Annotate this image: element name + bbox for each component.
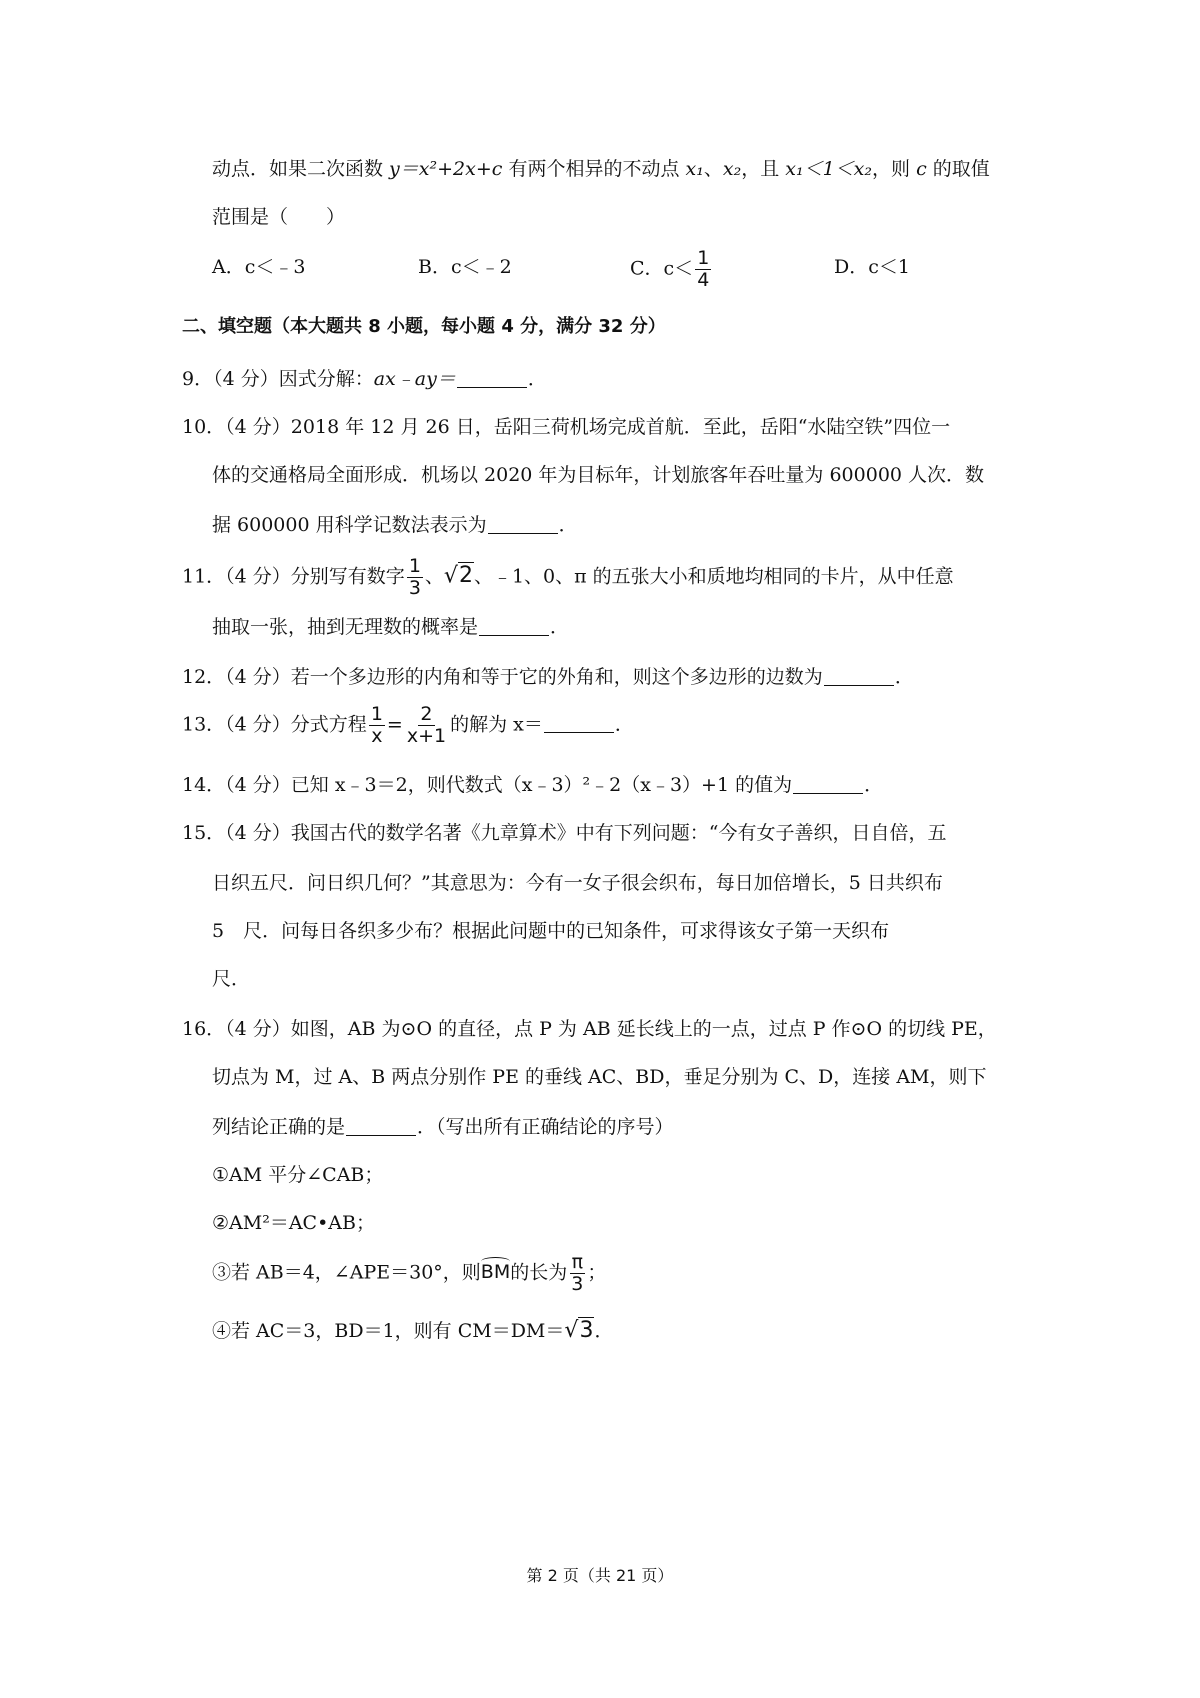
q16-text: 的长为 bbox=[510, 1261, 568, 1284]
q16-sqrt bbox=[564, 1317, 594, 1343]
q8-option-c-fraction bbox=[695, 248, 711, 291]
q11-separator: 、 bbox=[424, 565, 444, 588]
page-footer: 第 2 页（共 21 页） bbox=[526, 1566, 674, 1585]
q14-text: 14．（4 分）已知 x﹣3＝2，则代数式（x﹣3）²﹣2（x﹣3）+1 的值为 bbox=[182, 774, 793, 796]
q9 bbox=[182, 368, 547, 389]
sqrt-icon: √ bbox=[564, 1318, 579, 1343]
q8-option-a: A．c＜﹣3 bbox=[212, 256, 306, 278]
sqrt-radicand: 2 bbox=[458, 563, 473, 589]
q16-conclusion-2: ②AM²＝AC•AB； bbox=[212, 1212, 375, 1234]
q8-var-x2: x₂ bbox=[722, 158, 742, 180]
q8-text: 有两个相异的不动点 bbox=[502, 158, 686, 180]
q16-line-3 bbox=[212, 1116, 674, 1137]
q8-line-2: 范围是（ ） bbox=[212, 206, 346, 228]
q14 bbox=[182, 774, 883, 795]
q13 bbox=[182, 704, 634, 747]
q13-equals: = bbox=[386, 713, 403, 736]
answer-blank bbox=[488, 514, 558, 534]
q11-end: ． bbox=[550, 616, 570, 638]
answer-blank bbox=[824, 666, 894, 686]
q15-line-3: 5 尺．问每日各织多少布？根据此问题中的已知条件，可求得该女子第一天织布 bbox=[212, 920, 890, 942]
q16-text: 列结论正确的是 bbox=[212, 1116, 346, 1138]
q8-text: 、 bbox=[703, 158, 723, 180]
q8-text: ，则 bbox=[872, 158, 917, 180]
fraction-denominator: 3 bbox=[571, 1272, 584, 1295]
q15-line-1: 15．（4 分）我国古代的数学名著《九章算术》中有下列问题：“今有女子善织，日自倍，五 bbox=[182, 822, 947, 844]
q10-line-3 bbox=[212, 514, 578, 535]
sqrt-icon: √ bbox=[443, 563, 458, 589]
q13-text: 的解为 x＝ bbox=[450, 713, 543, 736]
q8-equation: y＝x²+2x+c bbox=[389, 158, 503, 180]
q8-text: 的取值 bbox=[926, 158, 990, 180]
q11-line-2 bbox=[212, 616, 569, 637]
q8-option-d: D．c＜1 bbox=[834, 256, 910, 278]
q16-text: ．（写出所有正确结论的序号） bbox=[417, 1116, 674, 1138]
q16-text: ； bbox=[587, 1261, 607, 1284]
q13-fraction-left bbox=[369, 704, 385, 747]
q8-text: 动点．如果二次函数 bbox=[212, 158, 390, 180]
q10-line-1: 10．（4 分）2018 年 12 月 26 日，岳阳三荷机场完成首航．至此，岳阳“水陆空铁”四位一 bbox=[182, 416, 951, 438]
sqrt-radicand: 3 bbox=[579, 1318, 594, 1343]
arc-bm: BM bbox=[480, 1261, 511, 1284]
q16-line-1: 16．（4 分）如图，AB 为⊙O 的直径，点 P 为 AB 延长线上的一点，过点 P 作⊙O 的切线 PE， bbox=[182, 1018, 997, 1040]
fraction-denominator: 3 bbox=[408, 576, 421, 599]
q16-conclusion-1: ①AM 平分∠CAB； bbox=[212, 1164, 384, 1186]
q11-text: 抽取一张，抽到无理数的概率是 bbox=[212, 616, 479, 638]
q16-text: ③若 AB＝4，∠APE＝30°，则 bbox=[212, 1261, 481, 1284]
answer-blank bbox=[457, 368, 527, 388]
q12-text: 12．（4 分）若一个多边形的内角和等于它的外角和，则这个多边形的边数为 bbox=[182, 666, 823, 688]
q14-end: ． bbox=[864, 774, 884, 796]
fraction-numerator: 1 bbox=[697, 247, 710, 269]
q13-end: ． bbox=[614, 713, 634, 736]
q12-end: ． bbox=[894, 666, 914, 688]
fraction-numerator: 1 bbox=[370, 703, 383, 725]
q13-fraction-right bbox=[405, 704, 448, 747]
q9-expression: ax﹣ay＝ bbox=[373, 368, 456, 390]
fraction-denominator: x+1 bbox=[406, 724, 447, 747]
q8-var-x1: x₁ bbox=[685, 158, 704, 180]
q16-fraction bbox=[569, 1252, 585, 1295]
q10-text: 据 600000 用科学记数法表示为 bbox=[212, 514, 487, 536]
q13-text: 13．（4 分）分式方程 bbox=[182, 713, 367, 736]
answer-blank bbox=[544, 713, 614, 733]
q8-option-c bbox=[630, 248, 713, 291]
q8-var-c: c bbox=[916, 158, 927, 180]
q9-text: 9．（4 分）因式分解： bbox=[182, 368, 374, 390]
answer-blank bbox=[793, 774, 863, 794]
fraction-denominator: x bbox=[371, 724, 383, 747]
q11-sqrt bbox=[444, 562, 474, 588]
q11-text: 、﹣1、0、π 的五张大小和质地均相同的卡片，从中任意 bbox=[473, 565, 954, 588]
q8-option-b: B．c＜﹣2 bbox=[418, 256, 512, 278]
fraction-denominator: 4 bbox=[697, 268, 710, 291]
fraction-numerator: 2 bbox=[420, 703, 433, 725]
q16-conclusion-3 bbox=[212, 1252, 606, 1295]
q15-line-2: 日织五尺．问日织几何？”其意思为：今有一女子很会织布，每日加倍增长，5 日共织布 bbox=[212, 872, 943, 894]
q11-line-1 bbox=[182, 556, 954, 599]
answer-blank bbox=[346, 1116, 416, 1136]
section-title: 二、填空题（本大题共 8 小题，每小题 4 分，满分 32 分） bbox=[182, 316, 666, 337]
q15-line-4: 尺． bbox=[212, 968, 251, 990]
q8-option-c-label: C．c＜ bbox=[630, 257, 694, 280]
q12 bbox=[182, 666, 914, 687]
q16-text: ． bbox=[594, 1320, 614, 1342]
answer-blank bbox=[479, 616, 549, 636]
q16-conclusion-4 bbox=[212, 1320, 613, 1342]
q8-text: ，且 bbox=[741, 158, 786, 180]
q8-condition: x₁＜1＜x₂ bbox=[785, 158, 873, 180]
q16-text: ④若 AC＝3，BD＝1，则有 CM＝DM＝ bbox=[212, 1320, 565, 1342]
fraction-numerator: π bbox=[571, 1251, 584, 1273]
q10-line-2: 体的交通格局全面形成．机场以 2020 年为目标年，计划旅客年吞吐量为 600000 人次．数 bbox=[212, 464, 985, 486]
q8-line-1 bbox=[212, 160, 990, 179]
q11-text: 11．（4 分）分别写有数字 bbox=[182, 565, 405, 588]
q16-line-2: 切点为 M，过 A、B 两点分别作 PE 的垂线 AC、BD，垂足分别为 C、D，连接 AM，则下 bbox=[212, 1066, 987, 1088]
q9-end: ． bbox=[527, 368, 547, 390]
q10-end: ． bbox=[558, 514, 578, 536]
fraction-numerator: 1 bbox=[408, 555, 421, 577]
q11-fraction bbox=[407, 556, 423, 599]
